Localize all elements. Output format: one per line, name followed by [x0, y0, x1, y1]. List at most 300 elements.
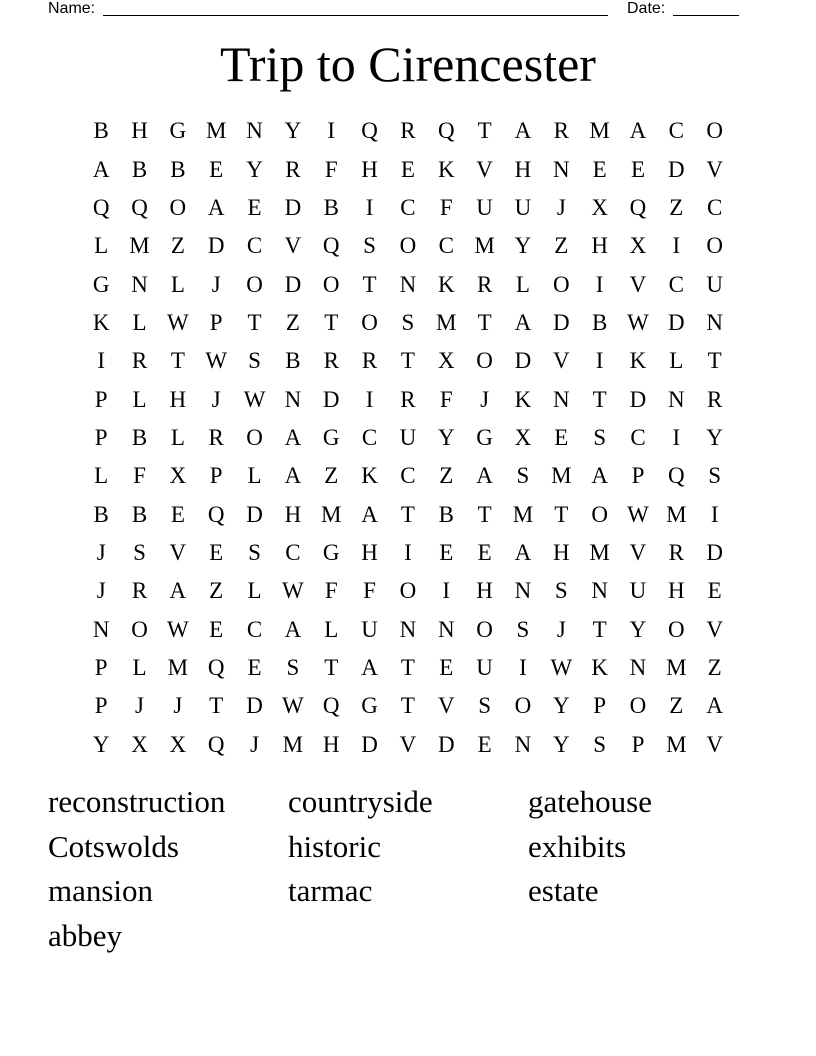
grid-letter: U — [514, 194, 532, 220]
grid-letter: Q — [322, 693, 340, 719]
grid-letter: G — [322, 539, 340, 565]
grid-letter: H — [591, 233, 608, 259]
grid-letter: T — [707, 348, 722, 374]
grid-letter: T — [400, 693, 415, 719]
grid-letter: F — [324, 156, 338, 182]
grid-letter: P — [94, 654, 108, 680]
grid-letter: K — [361, 463, 378, 489]
grid-letter: S — [133, 539, 146, 565]
grid-letter: D — [514, 348, 532, 374]
grid-letter: N — [629, 654, 647, 680]
grid-row — [82, 380, 734, 418]
grid-letter: M — [436, 309, 457, 335]
grid-letter: I — [365, 386, 374, 412]
grid-letter: T — [477, 118, 492, 144]
grid-letter: R — [323, 348, 339, 374]
grid-letter: L — [94, 463, 109, 489]
grid-letter: M — [129, 233, 150, 259]
grid-letter: T — [592, 616, 607, 642]
grid-letter: D — [284, 194, 302, 220]
grid-letter: R — [208, 424, 224, 450]
grid-letter: E — [554, 424, 569, 450]
word-bank-item: historic — [288, 828, 381, 864]
grid-letter: C — [630, 424, 646, 450]
grid-letter: A — [361, 501, 378, 527]
grid-letter: O — [476, 616, 493, 642]
grid-letter: H — [361, 156, 378, 182]
grid-letter: X — [591, 194, 608, 220]
grid-letter: C — [285, 539, 301, 565]
grid-letter: K — [437, 271, 455, 297]
grid-letter: J — [96, 539, 106, 565]
grid-letter: C — [246, 233, 263, 259]
grid-row — [82, 419, 734, 457]
grid-letter: I — [672, 424, 681, 450]
grid-letter: V — [399, 731, 417, 757]
grid-letter: D — [552, 309, 570, 335]
grid-letter: S — [248, 348, 261, 374]
grid-letter: N — [92, 616, 110, 642]
grid-letter: S — [248, 539, 261, 565]
grid-letter: P — [94, 424, 108, 450]
grid-letter: S — [516, 616, 530, 642]
grid-row — [82, 265, 734, 303]
grid-letter: W — [243, 386, 266, 412]
grid-letter: I — [595, 271, 604, 297]
grid-letter: U — [706, 271, 723, 297]
grid-row — [82, 610, 734, 648]
grid-letter: S — [478, 693, 491, 719]
grid-letter: Y — [284, 118, 302, 144]
grid-letter: N — [552, 156, 570, 182]
grid-letter: P — [631, 731, 645, 757]
grid-letter: R — [553, 118, 569, 144]
grid-letter: G — [476, 424, 493, 450]
grid-letter: M — [167, 654, 189, 680]
grid-letter: R — [361, 348, 378, 374]
grid-letter: J — [135, 693, 144, 719]
grid-letter: Y — [629, 616, 647, 642]
grid-letter: A — [514, 539, 532, 565]
grid-letter: N — [706, 309, 723, 335]
grid-letter: H — [284, 501, 302, 527]
grid-letter: N — [399, 616, 417, 642]
grid-letter: T — [209, 693, 224, 719]
grid-letter: P — [631, 463, 645, 489]
grid-letter: C — [668, 118, 684, 144]
grid-letter: L — [132, 654, 147, 680]
grid-letter: L — [247, 463, 262, 489]
grid-letter: E — [247, 654, 262, 680]
grid-letter: K — [92, 309, 110, 335]
grid-letter: D — [437, 731, 455, 757]
grid-letter: Q — [207, 731, 225, 757]
grid-letter: T — [592, 386, 607, 412]
grid-letter: L — [132, 309, 147, 335]
grid-letter: F — [324, 578, 338, 604]
grid-letter: Y — [706, 424, 723, 450]
grid-letter: C — [361, 424, 378, 450]
grid-letter: O — [629, 693, 647, 719]
grid-letter: A — [706, 693, 723, 719]
grid-letter: Z — [209, 578, 224, 604]
grid-letter: N — [514, 578, 532, 604]
grid-letter: B — [285, 348, 301, 374]
grid-row — [82, 150, 734, 188]
grid-letter: X — [437, 348, 455, 374]
grid-letter: T — [247, 309, 262, 335]
grid-letter: W — [167, 309, 189, 335]
grid-letter: O — [476, 348, 493, 374]
grid-letter: N — [591, 578, 608, 604]
grid-letter: J — [96, 578, 106, 604]
grid-letter: Y — [552, 693, 570, 719]
grid-letter: V — [437, 693, 455, 719]
grid-letter: S — [401, 309, 415, 335]
grid-letter: M — [589, 118, 610, 144]
grid-letter: Z — [554, 233, 569, 259]
grid-letter: I — [404, 539, 412, 565]
grid-letter: V — [169, 539, 187, 565]
grid-letter: D — [361, 731, 378, 757]
grid-letter: D — [629, 386, 647, 412]
grid-letter: P — [94, 693, 108, 719]
grid-letter: G — [169, 118, 187, 144]
grid-letter: P — [94, 386, 108, 412]
grid-letter: D — [246, 501, 263, 527]
grid-letter: D — [668, 156, 685, 182]
grid-letter: H — [476, 578, 493, 604]
grid-letter: A — [476, 463, 493, 489]
grid-letter: O — [169, 194, 187, 220]
grid-letter: U — [476, 654, 493, 680]
grid-letter: M — [666, 731, 687, 757]
grid-letter: R — [131, 348, 148, 374]
grid-letter: N — [246, 118, 263, 144]
grid-letter: Q — [668, 463, 685, 489]
grid-letter: A — [92, 156, 110, 182]
grid-letter: Q — [361, 118, 378, 144]
grid-letter: I — [442, 578, 451, 604]
grid-letter: H — [552, 539, 570, 565]
grid-letter: Z — [707, 654, 722, 680]
grid-letter: I — [365, 194, 374, 220]
grid-letter: K — [514, 386, 532, 412]
grid-row — [82, 534, 734, 572]
grid-letter: O — [246, 271, 263, 297]
grid-letter: B — [131, 501, 148, 527]
grid-letter: E — [707, 578, 722, 604]
grid-letter: D — [207, 233, 225, 259]
name-blank-line — [103, 15, 608, 16]
grid-letter: L — [515, 271, 530, 297]
grid-letter: M — [666, 501, 687, 527]
grid-letter: R — [131, 578, 148, 604]
grid-letter: T — [400, 501, 415, 527]
grid-letter: C — [400, 194, 416, 220]
grid-row — [82, 342, 734, 380]
grid-letter: H — [169, 386, 187, 412]
grid-letter: H — [131, 118, 148, 144]
grid-letter: N — [131, 271, 148, 297]
grid-letter: N — [437, 616, 455, 642]
word-bank-item: exhibits — [528, 828, 627, 864]
grid-letter: I — [710, 501, 719, 527]
grid-letter: O — [322, 271, 340, 297]
word-bank-item: gatehouse — [528, 784, 652, 819]
grid-letter: S — [286, 654, 300, 680]
grid-letter: E — [247, 194, 262, 220]
grid-letter: U — [361, 616, 378, 642]
grid-letter: S — [593, 731, 607, 757]
grid-letter: O — [668, 616, 685, 642]
grid-letter: Q — [92, 194, 110, 220]
grid-letter: Y — [437, 424, 455, 450]
grid-letter: Y — [246, 156, 263, 182]
grid-row — [82, 495, 734, 533]
grid-letter: A — [591, 463, 608, 489]
grid-letter: H — [668, 578, 685, 604]
grid-letter: F — [133, 463, 146, 489]
grid-letter: K — [437, 156, 455, 182]
grid-letter: J — [211, 271, 221, 297]
grid-letter: Z — [170, 233, 185, 259]
grid-letter: A — [514, 309, 532, 335]
grid-letter: B — [438, 501, 454, 527]
grid-letter: O — [131, 616, 148, 642]
grid-letter: Y — [514, 233, 532, 259]
grid-letter: B — [591, 309, 608, 335]
grid-letter: V — [629, 539, 647, 565]
grid-letter: T — [477, 501, 492, 527]
grid-letter: A — [361, 654, 378, 680]
grid-letter: Q — [322, 233, 340, 259]
grid-letter: J — [250, 731, 260, 757]
grid-letter: E — [477, 731, 492, 757]
grid-letter: L — [132, 386, 147, 412]
grid-letter: T — [324, 654, 339, 680]
grid-letter: L — [324, 616, 339, 642]
grid-letter: P — [593, 693, 607, 719]
grid-row — [82, 687, 734, 725]
date-label: Date: — [627, 0, 666, 17]
grid-letter: D — [668, 309, 685, 335]
grid-letter: C — [400, 463, 416, 489]
grid-letter: B — [170, 156, 186, 182]
grid-letter: O — [399, 233, 417, 259]
grid-letter: Y — [552, 731, 570, 757]
date-blank-line — [673, 15, 739, 16]
grid-letter: W — [282, 578, 304, 604]
grid-letter: P — [209, 463, 223, 489]
grid-letter: W — [167, 616, 189, 642]
grid-letter: E — [630, 156, 646, 182]
grid-letter: S — [363, 233, 376, 259]
grid-letter: J — [480, 386, 490, 412]
grid-letter: F — [439, 386, 453, 412]
word-bank-item: estate — [528, 873, 599, 909]
grid-letter: M — [205, 118, 227, 144]
grid-letter: B — [131, 156, 148, 182]
grid-letter: S — [708, 463, 722, 489]
grid-letter: Q — [437, 118, 455, 144]
grid-letter: O — [246, 424, 263, 450]
grid-letter: V — [706, 731, 723, 757]
grid-letter: P — [209, 309, 223, 335]
grid-letter: M — [321, 501, 342, 527]
grid-letter: S — [593, 424, 607, 450]
grid-letter: Q — [207, 654, 225, 680]
grid-letter: R — [476, 271, 493, 297]
grid-letter: V — [284, 233, 302, 259]
name-label: Name: — [48, 0, 96, 17]
word-bank-item: abbey — [48, 917, 123, 953]
grid-letter: D — [706, 539, 723, 565]
grid-letter: X — [131, 731, 148, 757]
grid-letter: Z — [285, 309, 300, 335]
letter-grid — [82, 112, 734, 764]
grid-letter: L — [94, 233, 109, 259]
grid-letter: V — [476, 156, 493, 182]
grid-letter: N — [668, 386, 685, 412]
grid-letter: Q — [629, 194, 647, 220]
grid-letter: S — [516, 463, 530, 489]
grid-letter: T — [170, 348, 185, 374]
word-bank-item: Cotswolds — [48, 828, 179, 864]
grid-letter: M — [666, 654, 687, 680]
grid-letter: N — [284, 386, 302, 412]
grid-letter: Z — [669, 693, 684, 719]
grid-letter: O — [399, 578, 417, 604]
grid-row — [82, 112, 734, 150]
word-bank — [48, 780, 768, 958]
grid-row — [82, 649, 734, 687]
grid-letter: H — [322, 731, 340, 757]
grid-letter: O — [361, 309, 378, 335]
grid-letter: E — [170, 501, 185, 527]
grid-letter: V — [706, 156, 723, 182]
grid-letter: D — [284, 271, 302, 297]
grid-letter: M — [512, 501, 534, 527]
grid-letter: I — [672, 233, 681, 259]
grid-letter: E — [592, 156, 607, 182]
grid-letter: E — [477, 539, 492, 565]
grid-letter: T — [400, 654, 415, 680]
grid-row — [82, 304, 734, 342]
grid-letter: Z — [669, 194, 684, 220]
grid-letter: X — [169, 731, 187, 757]
grid-letter: T — [362, 271, 377, 297]
grid-letter: M — [551, 463, 572, 489]
grid-letter: D — [322, 386, 340, 412]
grid-letter: I — [595, 348, 604, 374]
grid-letter: E — [209, 156, 224, 182]
grid-row — [82, 726, 734, 764]
grid-letter: T — [324, 309, 339, 335]
grid-letter: E — [439, 539, 454, 565]
grid-letter: Z — [324, 463, 339, 489]
grid-letter: N — [552, 386, 570, 412]
grid-letter: J — [556, 616, 566, 642]
grid-letter: C — [707, 194, 723, 220]
grid-letter: R — [668, 539, 684, 565]
grid-letter: H — [361, 539, 378, 565]
grid-letter: N — [514, 731, 532, 757]
grid-letter: S — [554, 578, 568, 604]
grid-letter: Q — [207, 501, 225, 527]
grid-letter: E — [209, 539, 224, 565]
grid-letter: W — [627, 309, 649, 335]
grid-letter: M — [589, 539, 610, 565]
grid-letter: A — [629, 118, 647, 144]
grid-letter: X — [514, 424, 532, 450]
grid-letter: O — [706, 118, 723, 144]
grid-letter: G — [361, 693, 378, 719]
grid-letter: T — [554, 501, 569, 527]
grid-letter: Y — [92, 731, 110, 757]
grid-letter: C — [246, 616, 263, 642]
grid-letter: L — [170, 271, 185, 297]
grid-letter: R — [400, 118, 416, 144]
grid-letter: J — [556, 194, 566, 220]
grid-letter: M — [474, 233, 495, 259]
grid-letter: O — [706, 233, 723, 259]
grid-letter: V — [629, 271, 647, 297]
grid-row — [82, 189, 734, 227]
grid-letter: L — [247, 578, 262, 604]
grid-letter: U — [476, 194, 493, 220]
word-bank-item: mansion — [48, 873, 154, 909]
grid-letter: B — [131, 424, 148, 450]
grid-letter: C — [668, 271, 684, 297]
grid-letter: B — [93, 501, 109, 527]
grid-letter: F — [363, 578, 376, 604]
grid-letter: I — [519, 654, 527, 680]
word-bank-item: countryside — [288, 784, 433, 819]
grid-row — [82, 227, 734, 265]
grid-letter: V — [706, 616, 723, 642]
grid-letter: B — [323, 194, 339, 220]
grid-letter: F — [439, 194, 453, 220]
grid-letter: N — [399, 271, 417, 297]
grid-letter: L — [669, 348, 684, 374]
grid-letter: W — [627, 501, 649, 527]
grid-letter: A — [207, 194, 225, 220]
grid-letter: J — [211, 386, 221, 412]
grid-letter: E — [400, 156, 415, 182]
grid-letter: U — [399, 424, 417, 450]
grid-letter: A — [284, 616, 302, 642]
page-title: Trip to Cirencester — [220, 36, 596, 92]
grid-letter: A — [284, 463, 302, 489]
grid-letter: R — [707, 386, 723, 412]
grid-letter: H — [514, 156, 532, 182]
grid-letter: A — [514, 118, 532, 144]
grid-letter: T — [477, 309, 492, 335]
grid-letter: G — [92, 271, 110, 297]
word-bank-item: tarmac — [288, 873, 373, 909]
word-bank-item: reconstruction — [48, 784, 226, 819]
grid-letter: V — [552, 348, 570, 374]
grid-letter: X — [629, 233, 647, 259]
grid-letter: I — [97, 348, 105, 374]
grid-letter: K — [629, 348, 647, 374]
worksheet-header — [48, 0, 740, 20]
grid-letter: W — [205, 348, 228, 374]
grid-letter: E — [439, 654, 454, 680]
grid-letter: A — [169, 578, 187, 604]
grid-letter: O — [552, 271, 570, 297]
